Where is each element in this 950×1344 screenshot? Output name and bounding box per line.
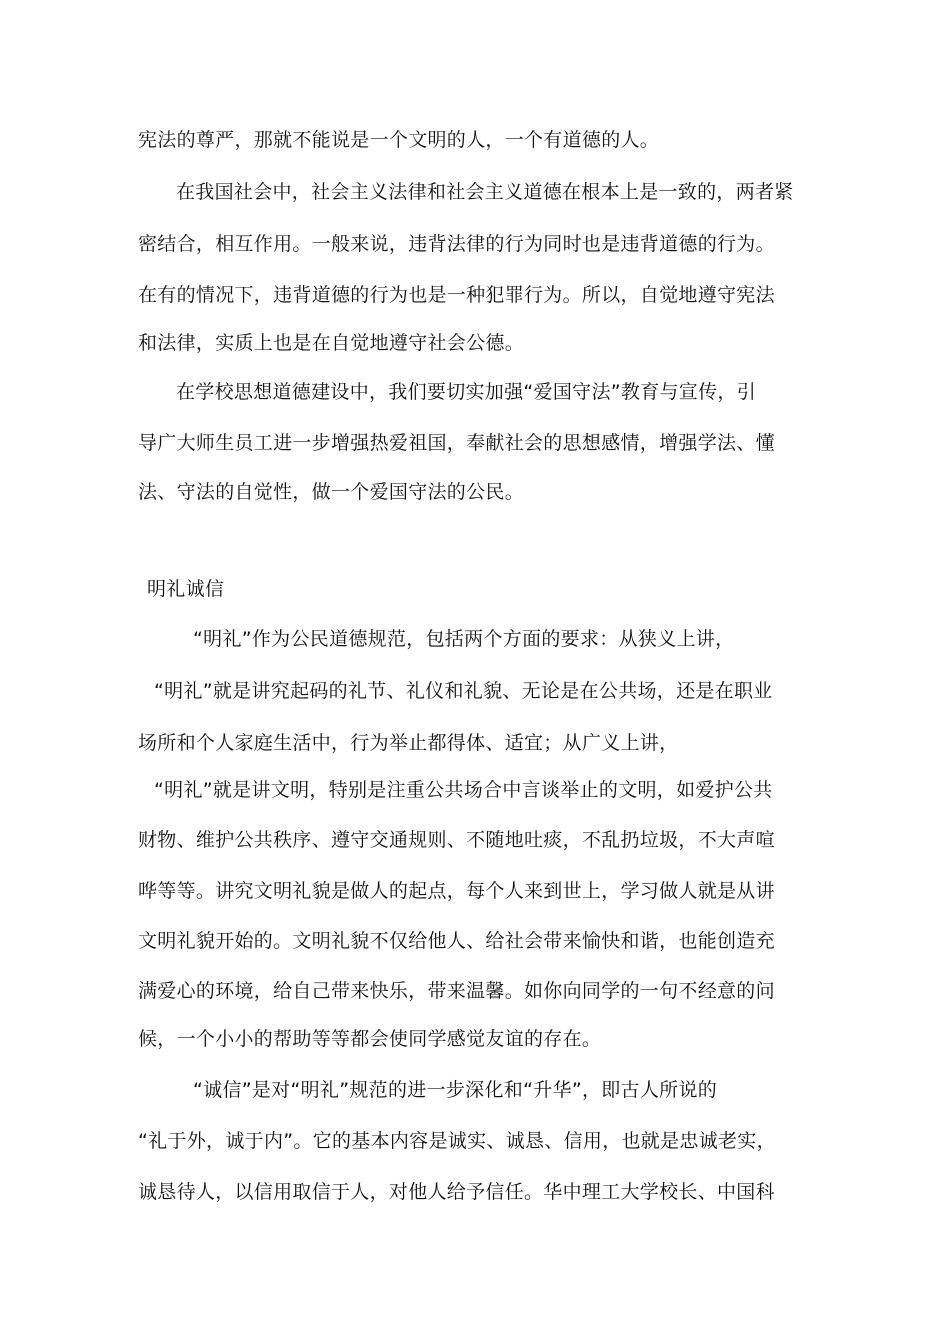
text-line: 法、守法的自觉性，做一个爱国守法的公民。 — [138, 481, 525, 503]
text-line: 候，一个小小的帮助等等都会使同学感觉友谊的存在。 — [138, 1028, 602, 1050]
text-line: 财物、维护公共秩序、遵守交通规则、不随地吐痰，不乱扔垃圾，不大声喧 — [138, 829, 775, 851]
text-line: 文明礼貌开始的。文明礼貌不仅给他人、给社会带来愉快和谐，也能创造充 — [138, 930, 775, 952]
text-line: “礼于外，诚于内”。它的基本内容是诚实、诚恳、信用，也就是忠诚老实， — [138, 1130, 776, 1152]
text-line: 密结合，相互作用。一般来说，违背法律的行为同时也是违背道德的行为。 — [138, 233, 775, 255]
section-heading: 明礼诚信 — [147, 578, 225, 600]
text-line: 哗等等。讲究文明礼貌是做人的起点，每个人来到世上，学习做人就是从讲 — [138, 880, 775, 902]
text-line: 导广大师生员工进一步增强热爱祖国，奉献社会的思想感情，增强学法、懂 — [138, 432, 775, 454]
paragraph-first-line: “诚信”是对“明礼”规范的进一步深化和“升华”，即古人所说的 — [193, 1079, 718, 1101]
text-line: 诚恳待人，以信用取信于人，对他人给予信任。华中理工大学校长、中国科 — [138, 1181, 775, 1203]
paragraph-first-line: 在学校思想道德建设中，我们要切实加强“爱国守法”教育与宣传，引 — [176, 381, 756, 403]
text-line: 在有的情况下，违背道德的行为也是一种犯罪行为。所以，自觉地遵守宪法 — [138, 284, 775, 306]
text-line: 场所和个人家庭生活中，行为举止都得体、适宜；从广义上讲， — [138, 732, 679, 754]
text-line: 和法律，实质上也是在自觉地遵守社会公德。 — [138, 332, 525, 354]
text-line: “明礼”就是讲究起码的礼节、礼仪和礼貌、无论是在公共场，还是在职业 — [154, 680, 773, 702]
text-line: 满爱心的环境，给自己带来快乐，带来温馨。如你向同学的一句不经意的问 — [138, 980, 775, 1002]
paragraph-first-line: “明礼”作为公民道德规范，包括两个方面的要求：从狭义上讲， — [193, 628, 735, 650]
paragraph-first-line: 在我国社会中，社会主义法律和社会主义道德在根本上是一致的，两者紧 — [176, 181, 794, 203]
text-line: “明礼”就是讲文明，特别是注重公共场合中言谈举止的文明，如爱护公共 — [154, 779, 773, 801]
text-line: 宪法的尊严，那就不能说是一个文明的人，一个有道德的人。 — [138, 129, 660, 151]
